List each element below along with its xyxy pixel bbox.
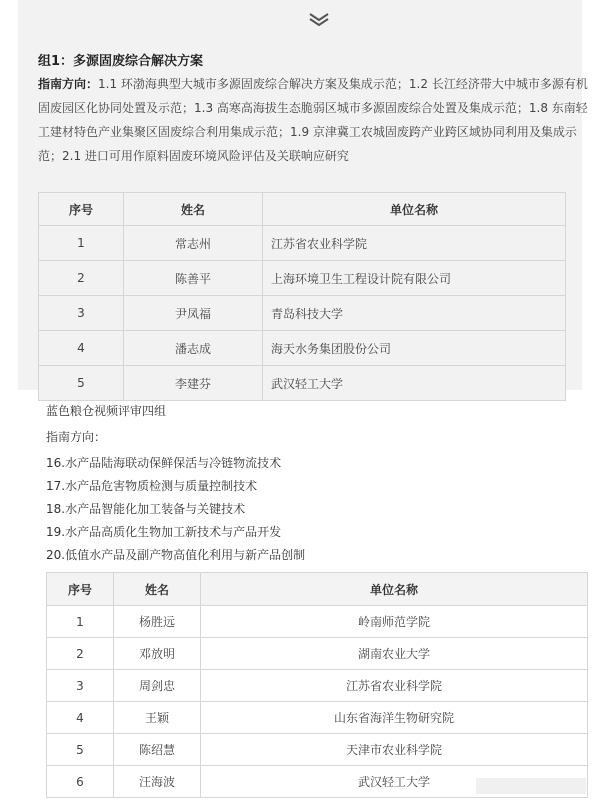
group1-guide bbox=[38, 72, 598, 168]
table-row bbox=[39, 331, 566, 366]
header-num: 序号 bbox=[39, 193, 124, 226]
cell-num: 4 bbox=[47, 702, 114, 734]
cell-name: 杨胜远 bbox=[114, 606, 201, 638]
cell-num: 4 bbox=[39, 331, 124, 366]
cell-name: 邓放明 bbox=[114, 638, 201, 670]
cell-unit: 江苏省农业科学院 bbox=[201, 670, 588, 702]
header-unit: 单位名称 bbox=[201, 573, 588, 606]
group2-topic-list bbox=[46, 452, 305, 567]
group2-guide-label: 指南方向： bbox=[46, 430, 107, 444]
double-chevron-down-icon[interactable] bbox=[308, 12, 330, 26]
cell-name: 李建芬 bbox=[124, 366, 263, 401]
group1-table bbox=[38, 192, 566, 401]
cell-name: 陈绍慧 bbox=[114, 734, 201, 766]
cell-name: 常志州 bbox=[124, 226, 263, 261]
group1-guide-label: 指南方向： bbox=[38, 77, 99, 91]
cell-unit: 湖南农业大学 bbox=[201, 638, 588, 670]
table-row bbox=[47, 734, 588, 766]
cell-name: 潘志成 bbox=[124, 331, 263, 366]
cell-unit: 江苏省农业科学院 bbox=[263, 226, 566, 261]
header-unit: 单位名称 bbox=[263, 193, 566, 226]
table-header-row bbox=[39, 193, 566, 226]
table-row bbox=[39, 226, 566, 261]
table-row bbox=[39, 296, 566, 331]
cell-name: 汪海波 bbox=[114, 766, 201, 798]
cell-unit: 青岛科技大学 bbox=[263, 296, 566, 331]
cell-num: 3 bbox=[47, 670, 114, 702]
cell-unit: 山东省海洋生物研究院 bbox=[201, 702, 588, 734]
cell-num: 6 bbox=[47, 766, 114, 798]
cell-unit: 武汉轻工大学 bbox=[201, 766, 588, 798]
cell-num: 1 bbox=[39, 226, 124, 261]
table-header-row bbox=[47, 573, 588, 606]
group1-guide-text: 1.1 环渤海典型大城市多源固废综合解决方案及集成示范；1.2 长江经济带大中城市多源有机固废园区化协同处置及示范；1.3 高寒高海拔生态脆弱区城市多源固废综合处置及集成示范；1.8 东南轻工建材特色产业集聚区固废综合利用集成示范；1.9 京津冀工农城固废跨产业跨区域协同利用及集成示范；2.1 进口可用作原料固废环境风险评估及关联响应研究 bbox=[38, 77, 588, 163]
list-item: 18.水产品智能化加工装备与关键技术 bbox=[46, 502, 246, 516]
group1-title: 组1：多源固废综合解决方案 bbox=[38, 54, 204, 69]
table-row bbox=[47, 670, 588, 702]
list-item: 16.水产品陆海联动保鲜保活与冷链物流技术 bbox=[46, 456, 282, 470]
table-row bbox=[47, 606, 588, 638]
group2-table bbox=[46, 572, 588, 798]
cell-name: 周剑忠 bbox=[114, 670, 201, 702]
table-row bbox=[47, 638, 588, 670]
cell-num: 3 bbox=[39, 296, 124, 331]
cell-unit: 海天水务集团股份公司 bbox=[263, 331, 566, 366]
cell-num: 5 bbox=[47, 734, 114, 766]
group2-title: 蓝色粮仓视频评审四组 bbox=[46, 404, 167, 418]
cell-name: 尹凤福 bbox=[124, 296, 263, 331]
cell-num: 5 bbox=[39, 366, 124, 401]
header-name: 姓名 bbox=[114, 573, 201, 606]
group1-section bbox=[18, 0, 588, 391]
cell-unit: 武汉轻工大学 bbox=[263, 366, 566, 401]
list-item: 19.水产品高质化生物加工新技术与产品开发 bbox=[46, 525, 282, 539]
cell-name: 陈善平 bbox=[124, 261, 263, 296]
header-num: 序号 bbox=[47, 573, 114, 606]
table-row bbox=[39, 261, 566, 296]
table-row bbox=[47, 702, 588, 734]
cell-num: 2 bbox=[39, 261, 124, 296]
header-name: 姓名 bbox=[124, 193, 263, 226]
cell-num: 1 bbox=[47, 606, 114, 638]
watermark bbox=[476, 778, 586, 794]
table-row bbox=[39, 366, 566, 401]
cell-name: 王颖 bbox=[114, 702, 201, 734]
list-item: 20.低值水产品及副产物高值化利用与新产品创制 bbox=[46, 548, 306, 562]
cell-unit: 上海环境卫生工程设计院有限公司 bbox=[263, 261, 566, 296]
cell-unit: 天津市农业科学院 bbox=[201, 734, 588, 766]
cell-unit: 岭南师范学院 bbox=[201, 606, 588, 638]
list-item: 17.水产品危害物质检测与质量控制技术 bbox=[46, 479, 258, 493]
cell-num: 2 bbox=[47, 638, 114, 670]
